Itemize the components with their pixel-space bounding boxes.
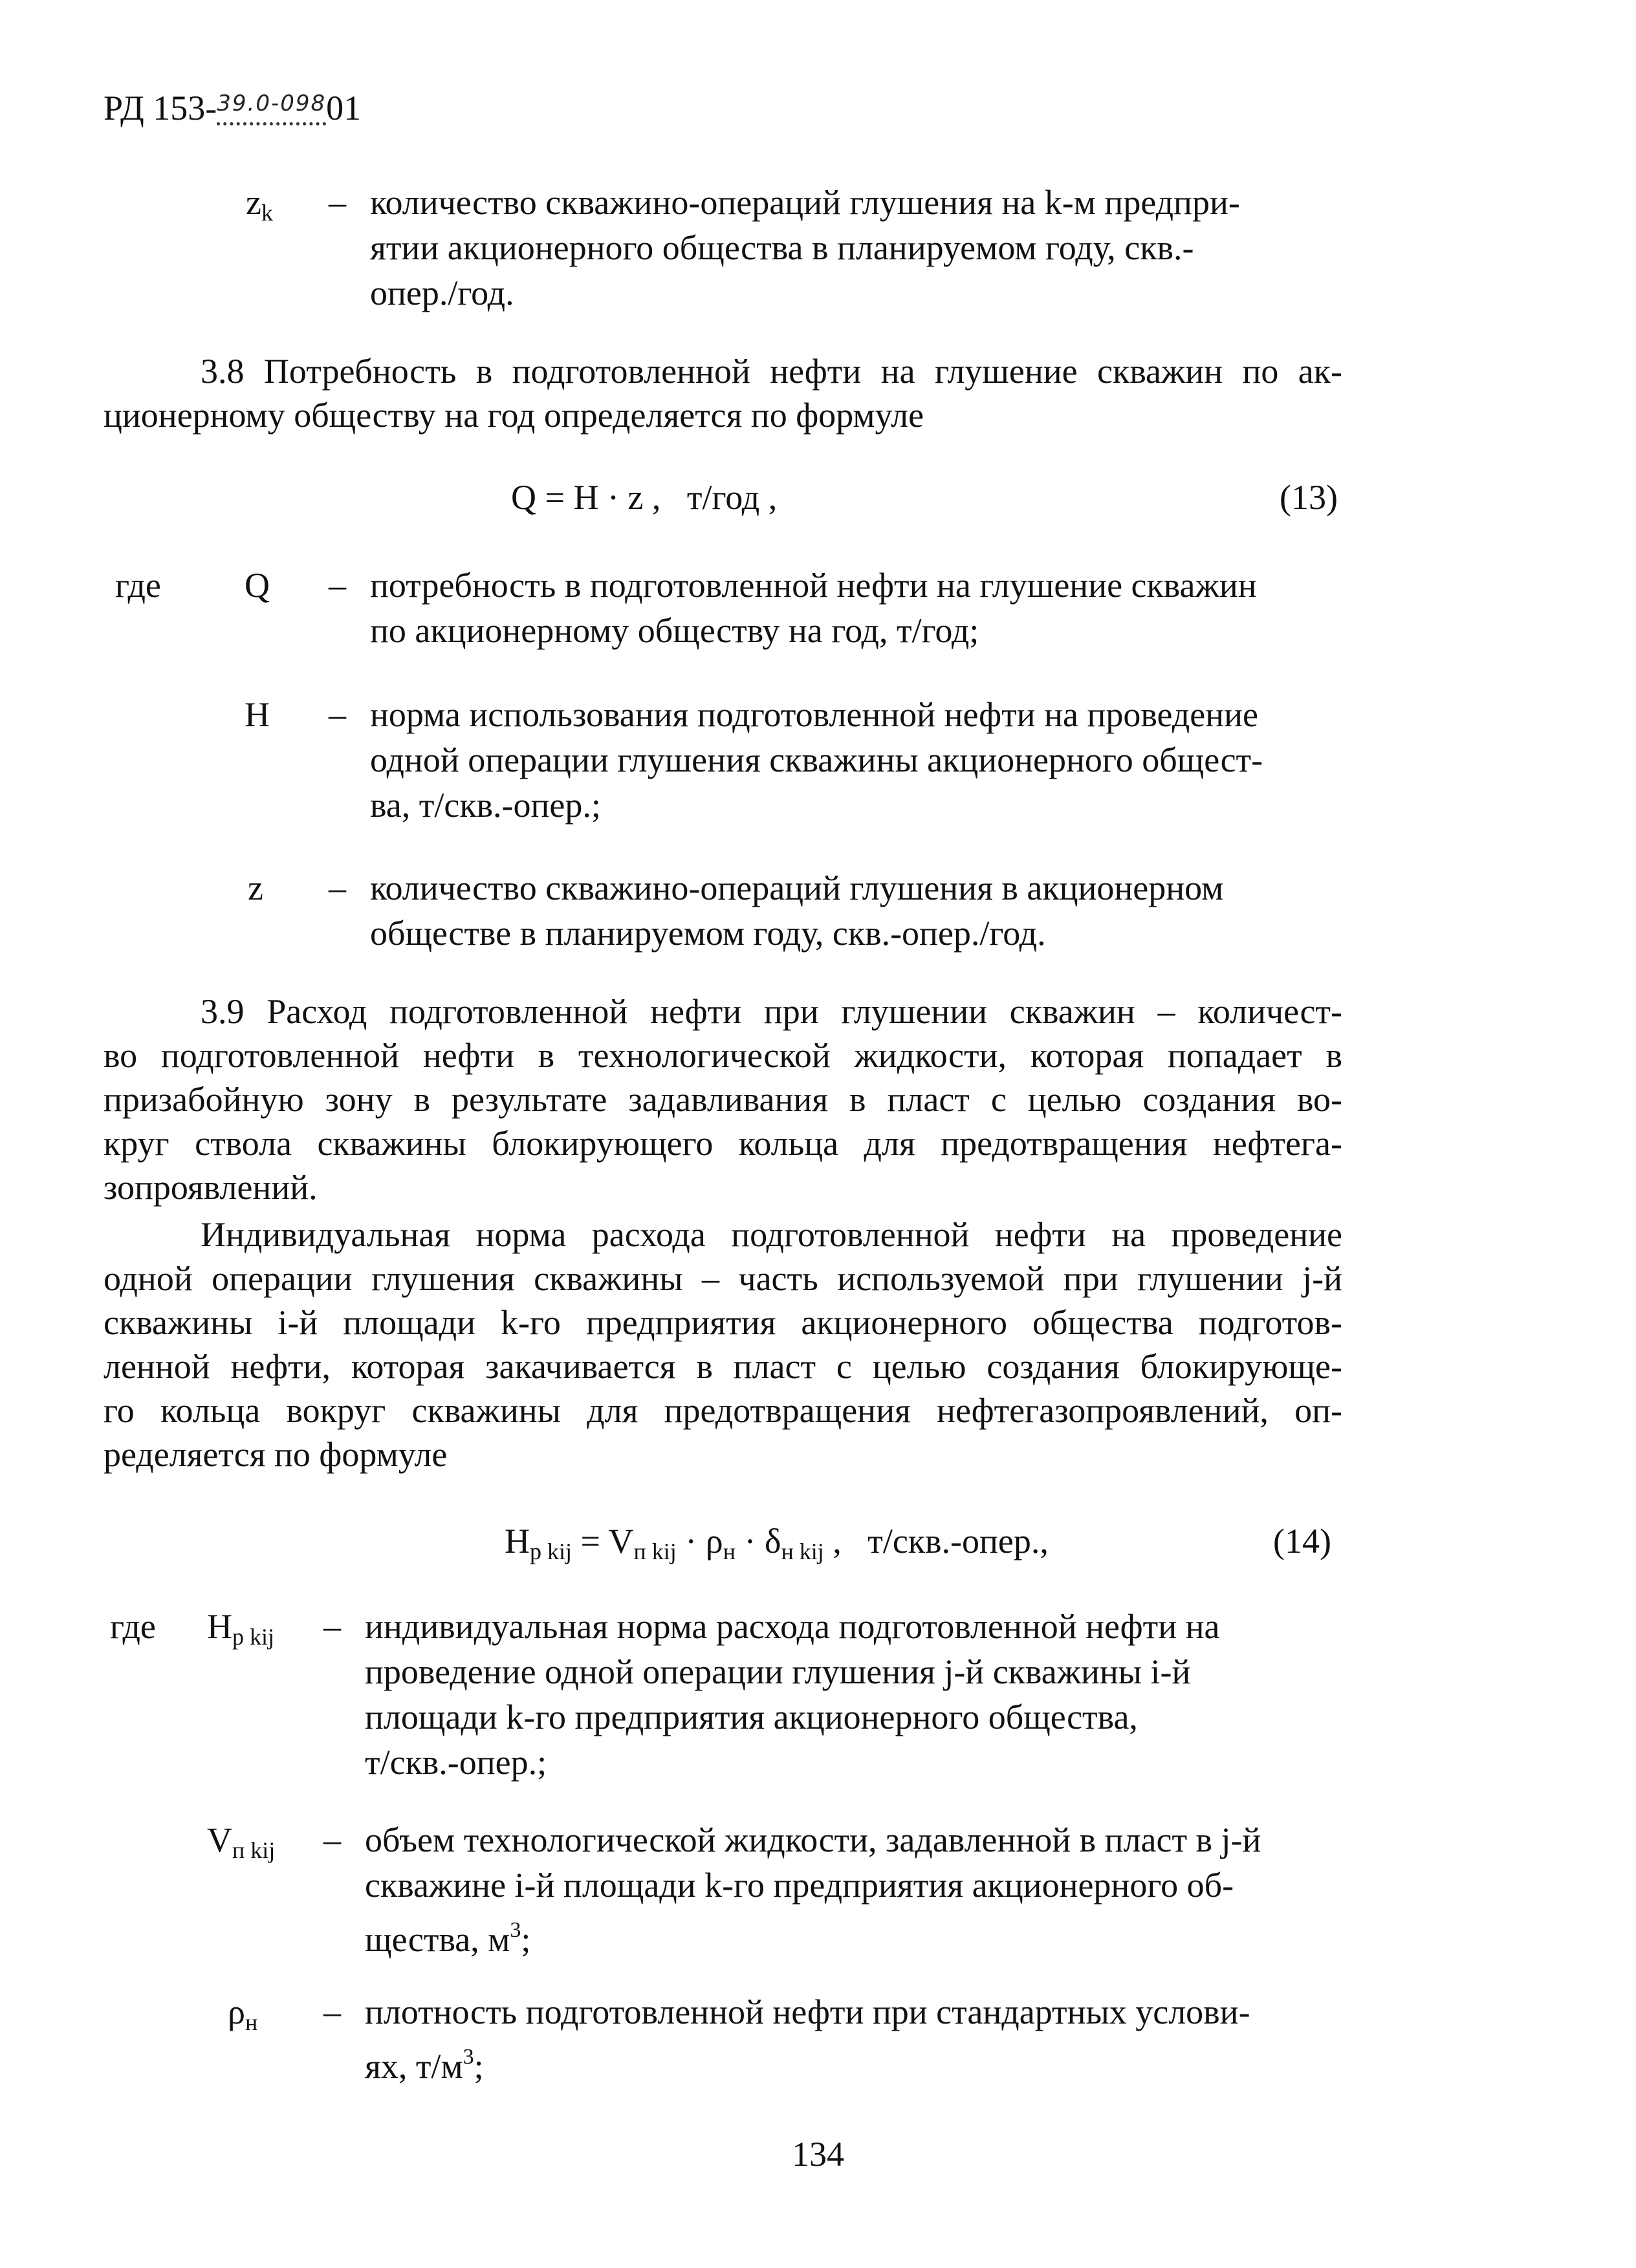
definition-dash: – [329, 869, 346, 907]
formula-13: Q = H · z , т/год , [511, 478, 778, 517]
definitions-formula-14 [110, 1604, 1559, 2095]
definition-symbol-z: z [248, 869, 263, 907]
definition-text-rho: плотность подготовленной нефти при стандартных услови- ях, $т/м^3$; [365, 1993, 1250, 2086]
definition-symbol: $z_k$ [246, 183, 273, 226]
document-code-header [104, 88, 361, 128]
definition-text-z: количество скважино-операций глушения в акционерном обществе в планируемом году, скв.-опер./год. [370, 869, 1224, 953]
definition-text-h: норма использования подготовленной нефти на проведение одной операции глушения скважины акционерного общест- ва, т/скв.-опер.; [370, 695, 1263, 825]
definition-zk [104, 180, 1553, 322]
definition-text: количество скважино-операций глушения на k-м предпри- ятии акционерного общества в планируемом году, скв.- опер./год. [370, 183, 1240, 312]
document-code-suffix: 01 [326, 89, 362, 127]
definition-symbol-h: H [245, 695, 270, 734]
definition-symbol-v: $V_{п kij}$ [207, 1820, 276, 1863]
handwritten-code: 39.0-098 [217, 88, 326, 128]
where-label: где [115, 566, 161, 605]
definition-text-v: объем технологической жидкости, задавленной в пласт в j-й скважине i-й площади k-го предприятия акционерного об- щества, $м^3$; [365, 1820, 1261, 1959]
definition-dash: – [329, 566, 346, 605]
definition-dash: – [323, 1993, 341, 2031]
equation-number-13: (13) [1280, 478, 1338, 517]
formula-14: $H_{p kij} = V_{п kij} \cdot \rho_н \cdot \delta_{н kij}$ , т/скв.-опер., [505, 1522, 1049, 1564]
page-number: 134 [792, 2135, 844, 2174]
definition-dash: – [329, 183, 346, 222]
section-3-8-paragraph: 3.8 Потребность в подготовленной нефти на глушение скважин по ак- ционерному обществу на год определяется по формуле [104, 352, 1342, 435]
definition-symbol-q: Q [245, 566, 270, 605]
where-label: где [110, 1607, 156, 1646]
definition-symbol-hp: $H_{p kij}$ [207, 1607, 275, 1650]
definition-dash: – [329, 695, 346, 734]
definition-dash: – [323, 1820, 341, 1859]
definition-dash: – [323, 1607, 341, 1646]
equation-number-14: (14) [1273, 1522, 1331, 1561]
definition-text-q: потребность в подготовленной нефти на глушение скважин по акционерному обществу на год, т/год; [370, 566, 1257, 650]
document-code-prefix: РД 153- [104, 89, 217, 127]
section-3-9-paragraph: 3.9 Расход подготовленной нефти при глушении скважин – количест- во подготовленной нефти в технологической жидкости, которая попадает в призабойную зону в результате задавливания в пласт с целью создания во- круг ствола скважины блокирующего кольца для предотвращения нефтега- зопроявлений. [104, 992, 1342, 1207]
individual-norm-paragraph: Индивидуальная норма расхода подготовленной нефти на проведение одной операции глушения скважины – часть используемой при глушении j-й скважины i-й площади k-го предприятия акционерного общества подготов- ленной нефти, которая закачивается в пласт с целью создания блокирующе- го кольца вокруг скважины для предотвращения нефтегазопроявлений, оп- ределяется по формуле [104, 1215, 1342, 1474]
definition-symbol-rho: $\rho_н$ [228, 1993, 258, 2035]
definition-text-hp: индивидуальная норма расхода подготовленной нефти на проведение одной операции глушения j-й скважины i-й площади k-го предприятия акционерного общества, т/скв.-опер.; [365, 1607, 1220, 1782]
